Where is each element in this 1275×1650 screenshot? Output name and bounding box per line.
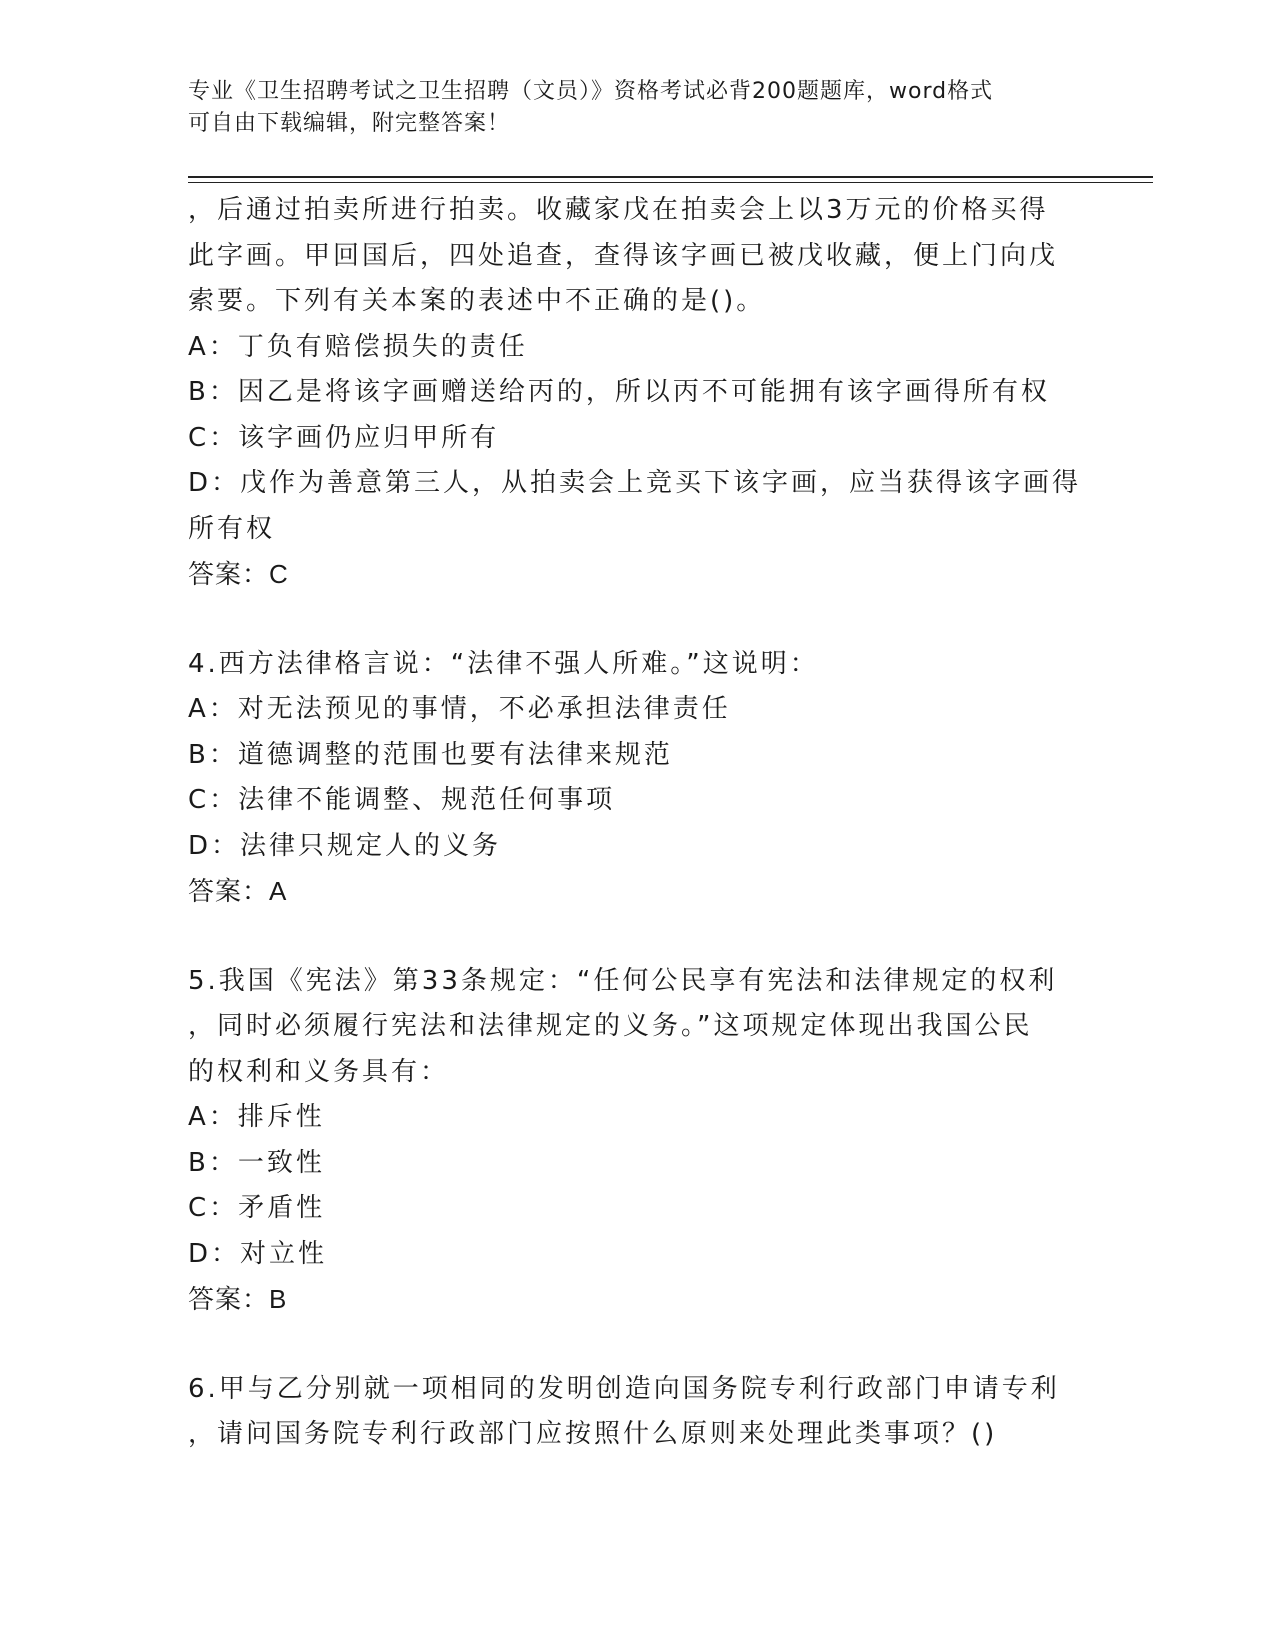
question-6 xyxy=(188,1367,1088,1458)
header-title-line-2: 可自由下载编辑，附完整答案！ xyxy=(188,111,511,136)
question-stem-line: ，同时必须履行宪法和法律规定的义务。”这项规定体现出我国公民 xyxy=(188,1011,1033,1041)
option-c: C：矛盾性 xyxy=(188,1193,326,1223)
question-stem-line: 4.西方法律格言说：“法律不强人所难。”这说明： xyxy=(188,648,819,679)
question-5 xyxy=(188,959,1088,1323)
question-spacer xyxy=(188,1323,1088,1367)
option-a: A：排斥性 xyxy=(188,1102,325,1132)
question-4 xyxy=(188,642,1088,915)
option-c: C：法律不能调整、规范任何事项 xyxy=(188,785,616,815)
option-a: A：丁负有赔偿损失的责任 xyxy=(188,331,528,362)
option-b: B：因乙是将该字画赠送给丙的，所以丙不可能拥有该字画得所有权 xyxy=(188,377,1050,407)
question-stem-line: 的权利和义务具有： xyxy=(188,1056,450,1087)
option-d: D：戊作为善意第三人，从拍卖会上竞买下该字画，应当获得该字画得 xyxy=(188,468,1082,498)
answer-label: 答案：A xyxy=(188,876,288,906)
option-a: A：对无法预见的事情，不必承担法律责任 xyxy=(188,694,731,724)
answer-label: 答案：B xyxy=(188,1284,288,1314)
option-b: B：道德调整的范围也要有法律来规范 xyxy=(188,739,673,770)
question-stem-line: ，后通过拍卖所进行拍卖。收藏家戊在拍卖会上以3万元的价格买得 xyxy=(188,195,1049,225)
option-b: B：一致性 xyxy=(188,1147,325,1178)
question-stem-line: ，请问国务院专利行政部门应按照什么原则来处理此类事项？() xyxy=(188,1419,998,1449)
question-stem-line: 5.我国《宪法》第33条规定：“任何公民享有宪法和法律规定的权利 xyxy=(188,965,1058,996)
option-c: C：该字画仍应归甲所有 xyxy=(188,422,500,453)
question-stem-line: 6.甲与乙分别就一项相同的发明创造向国务院专利行政部门申请专利 xyxy=(188,1373,1060,1404)
question-spacer xyxy=(188,598,1088,642)
option-d-continued: 所有权 xyxy=(188,513,276,544)
document-header xyxy=(188,76,1088,140)
option-d: D：对立性 xyxy=(188,1238,328,1269)
answer-label: 答案：C xyxy=(188,559,289,589)
question-list xyxy=(188,188,1088,1458)
header-divider-thin xyxy=(188,182,1153,183)
question-stem-line: 索要。下列有关本案的表述中不正确的是()。 xyxy=(188,286,766,316)
question-3 xyxy=(188,188,1088,598)
header-divider-thick xyxy=(188,176,1153,178)
question-spacer xyxy=(188,915,1088,959)
question-stem-line: 此字画。甲回国后，四处追查，查得该字画已被戊收藏，便上门向戊 xyxy=(188,240,1059,271)
header-title-line-1: 专业《卫生招聘考试之卫生招聘（文员）》资格考试必背200题题库，word格式 xyxy=(188,79,994,104)
option-d: D：法律只规定人的义务 xyxy=(188,830,502,861)
